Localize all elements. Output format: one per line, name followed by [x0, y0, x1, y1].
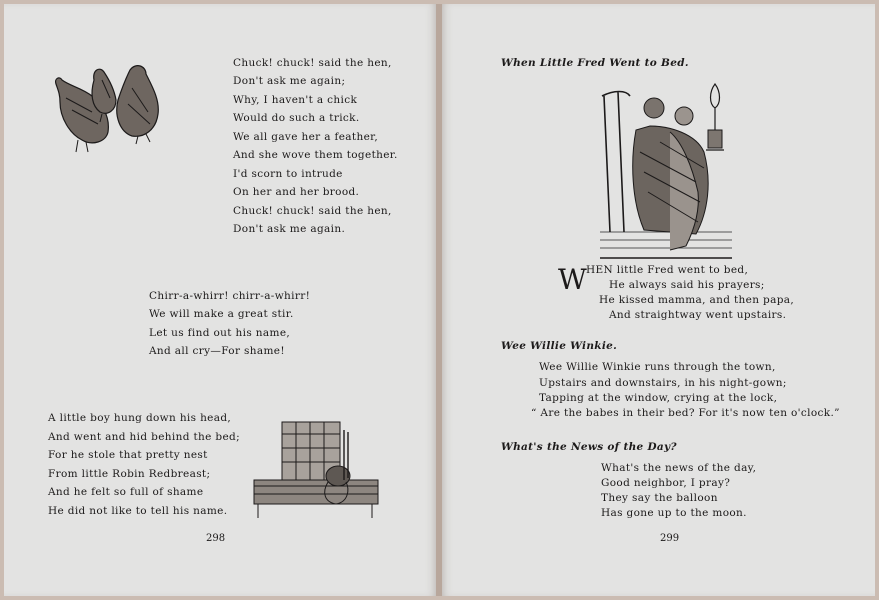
boy-behind-bed-illustration — [252, 420, 380, 520]
poem-line: Upstairs and downstairs, in his night-gown; — [539, 377, 787, 389]
page-number: 298 — [206, 533, 226, 544]
poem-line: On her and her brood. — [233, 186, 360, 198]
poem-line: What's the news of the day, — [601, 462, 757, 474]
poem-line: Would do such a trick. — [233, 112, 360, 124]
poem-line: Why, I haven't a chick — [233, 94, 358, 106]
poem-line: And straightway went upstairs. — [609, 309, 787, 321]
poem-line: He did not like to tell his name. — [48, 505, 228, 517]
poem-line: Chuck! chuck! said the hen, — [233, 57, 392, 69]
poem-line: Don't ask me again; — [233, 75, 346, 87]
poem-line: Has gone up to the moon. — [601, 507, 747, 519]
poem-line: HEN little Fred went to bed, — [586, 264, 749, 276]
poem-title: When Little Fred Went to Bed. — [501, 57, 689, 69]
poem-line: From little Robin Redbreast; — [48, 468, 211, 480]
poem-line: They say the balloon — [601, 492, 718, 504]
poem-line: Let us find out his name, — [149, 327, 291, 339]
poem-line: He kissed mamma, and then papa, — [599, 294, 795, 306]
father-child-illustration — [600, 82, 732, 260]
page-number: 299 — [660, 533, 680, 544]
poem-line: Chuck! chuck! said the hen, — [233, 205, 392, 217]
poem-line: Don't ask me again. — [233, 223, 346, 235]
poem-line: He always said his prayers; — [609, 279, 765, 291]
poem-line: Tapping at the window, crying at the lock, — [539, 392, 778, 404]
poem-line: We all gave her a feather, — [233, 131, 379, 143]
poem-title: Wee Willie Winkie. — [501, 340, 618, 352]
poem-line: Chirr-a-whirr! chirr-a-whirr! — [149, 290, 311, 302]
poem-line: And all cry—For shame! — [149, 345, 285, 357]
poem-line: And went and hid behind the bed; — [48, 431, 240, 443]
poem-line: Good neighbor, I pray? — [601, 477, 731, 489]
poem-line: I'd scorn to intrude — [233, 168, 343, 180]
poem-line: Wee Willie Winkie runs through the town, — [539, 361, 776, 373]
poem-line: We will make a great stir. — [149, 308, 294, 320]
poem-line: And she wove them together. — [233, 149, 398, 161]
poem-line: For he stole that pretty nest — [48, 449, 208, 461]
poem-title: What's the News of the Day? — [501, 441, 677, 453]
poem-line: And he felt so full of shame — [48, 486, 204, 498]
hens-illustration — [52, 58, 164, 154]
left-page — [4, 4, 436, 596]
poem-line: A little boy hung down his head, — [48, 412, 232, 424]
poem-line: “ Are the babes in their bed? For it's now ten o'clock.” — [531, 407, 840, 419]
drop-cap: W — [558, 263, 587, 296]
right-page — [442, 4, 875, 596]
